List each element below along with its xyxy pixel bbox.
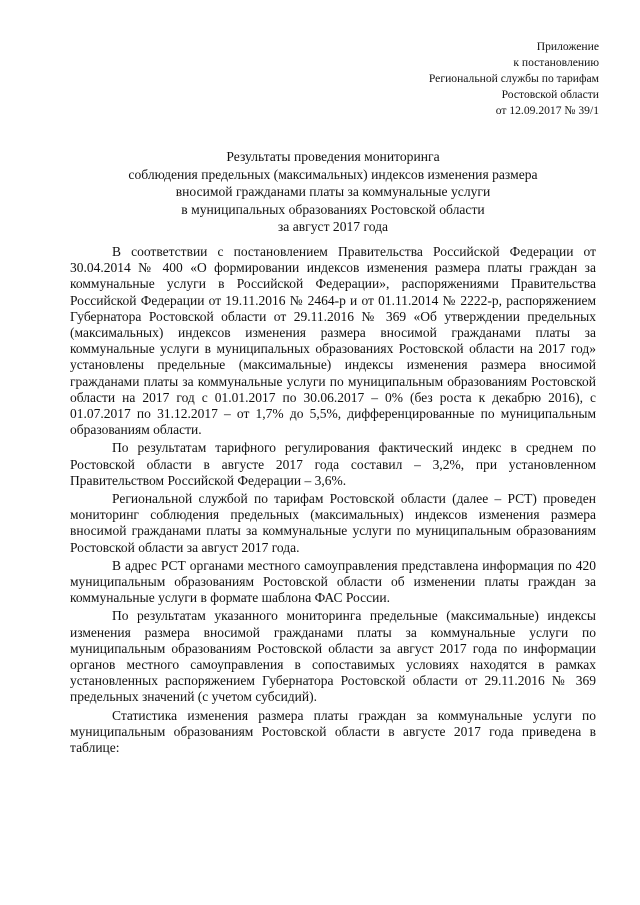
body-paragraph: Региональной службой по тарифам Ростовской области (далее – РСТ) проведен мониторинг соблюдения предельных (максимальных) индексов изменения размера вносимой гражданами платы за коммунальные услуги по муниципальным образованиям Ростовской области за август 2017 года. [70, 491, 596, 555]
title-line: в муниципальных образованиях Ростовской области [181, 201, 485, 217]
document-body [70, 244, 596, 758]
title-line: за август 2017 года [277, 219, 389, 235]
body-paragraph: В соответствии с постановлением Правительства Российской Федерации от 30.04.2014 № 400 «О формировании индексов изменения размера платы граждан за коммунальные услуги в Российской Федерации», распоряжениями Правительства Российской Федерации от 19.11.2016 № 2464-р и от 01.11.2014 № 2222-р, распоряжением Губернатора Ростовской области от 29.11.2016 № 369 «Об утверждении предельных (максимальных) индексов изменения размера вносимой гражданами платы за коммунальные услуги в муниципальных образованиях Ростовской области на 2017 год» установлены предельные (максимальные) индексы изменения размера вносимой гражданами платы за коммунальные услуги по муниципальным образованиям Ростовской области на 2017 год с 01.01.2017 по 30.06.2017 – 0% (без роста к декабрю 2016), с 01.07.2017 по 31.12.2017 – от 1,7% до 5,5%, дифференцированные по муниципальным образованиям области. [70, 244, 596, 438]
body-paragraph: По результатам указанного мониторинга предельные (максимальные) индексы изменения размера вносимой гражданами платы за коммунальные услуги по муниципальным образованиям Ростовской области за август 2017 года по информации органов местного самоуправления в сопоставимых условиях находятся в рамках установленных распоряжением Губернатора Ростовской области от 29.11.2016 № 369 предельных значений (с учетом субсидий). [70, 608, 596, 705]
appendix-line: Региональной службы по тарифам [428, 72, 599, 85]
title-line: Результаты проведения мониторинга [226, 149, 440, 164]
appendix-line: к постановлению [513, 56, 599, 69]
appendix-line: Ростовской области [501, 88, 599, 101]
body-paragraph: Статистика изменения размера платы граждан за коммунальные услуги по муниципальным образованиям Ростовской области в августе 2017 года приведена в таблице: [70, 707, 596, 756]
appendix-line: от 12.09.2017 № 39/1 [495, 104, 599, 117]
body-paragraph: В адрес РСТ органами местного самоуправления представлена информация по 420 муниципальным образованиям Ростовской области об изменении платы граждан за коммунальные услуги в формате шаблона ФАС России. [70, 557, 596, 606]
appendix-line: Приложение [536, 40, 599, 53]
document-title [70, 148, 596, 236]
title-line: соблюдения предельных (максимальных) индексов изменения размера [128, 166, 538, 182]
body-paragraph: По результатам тарифного регулирования фактический индекс в среднем по Ростовской области в августе 2017 года составил – 3,2%, при установленном Правительством Российской Федерации – 3,6%. [70, 440, 596, 488]
appendix-header [429, 39, 599, 119]
title-line: вносимой гражданами платы за коммунальные услуги [175, 184, 491, 200]
